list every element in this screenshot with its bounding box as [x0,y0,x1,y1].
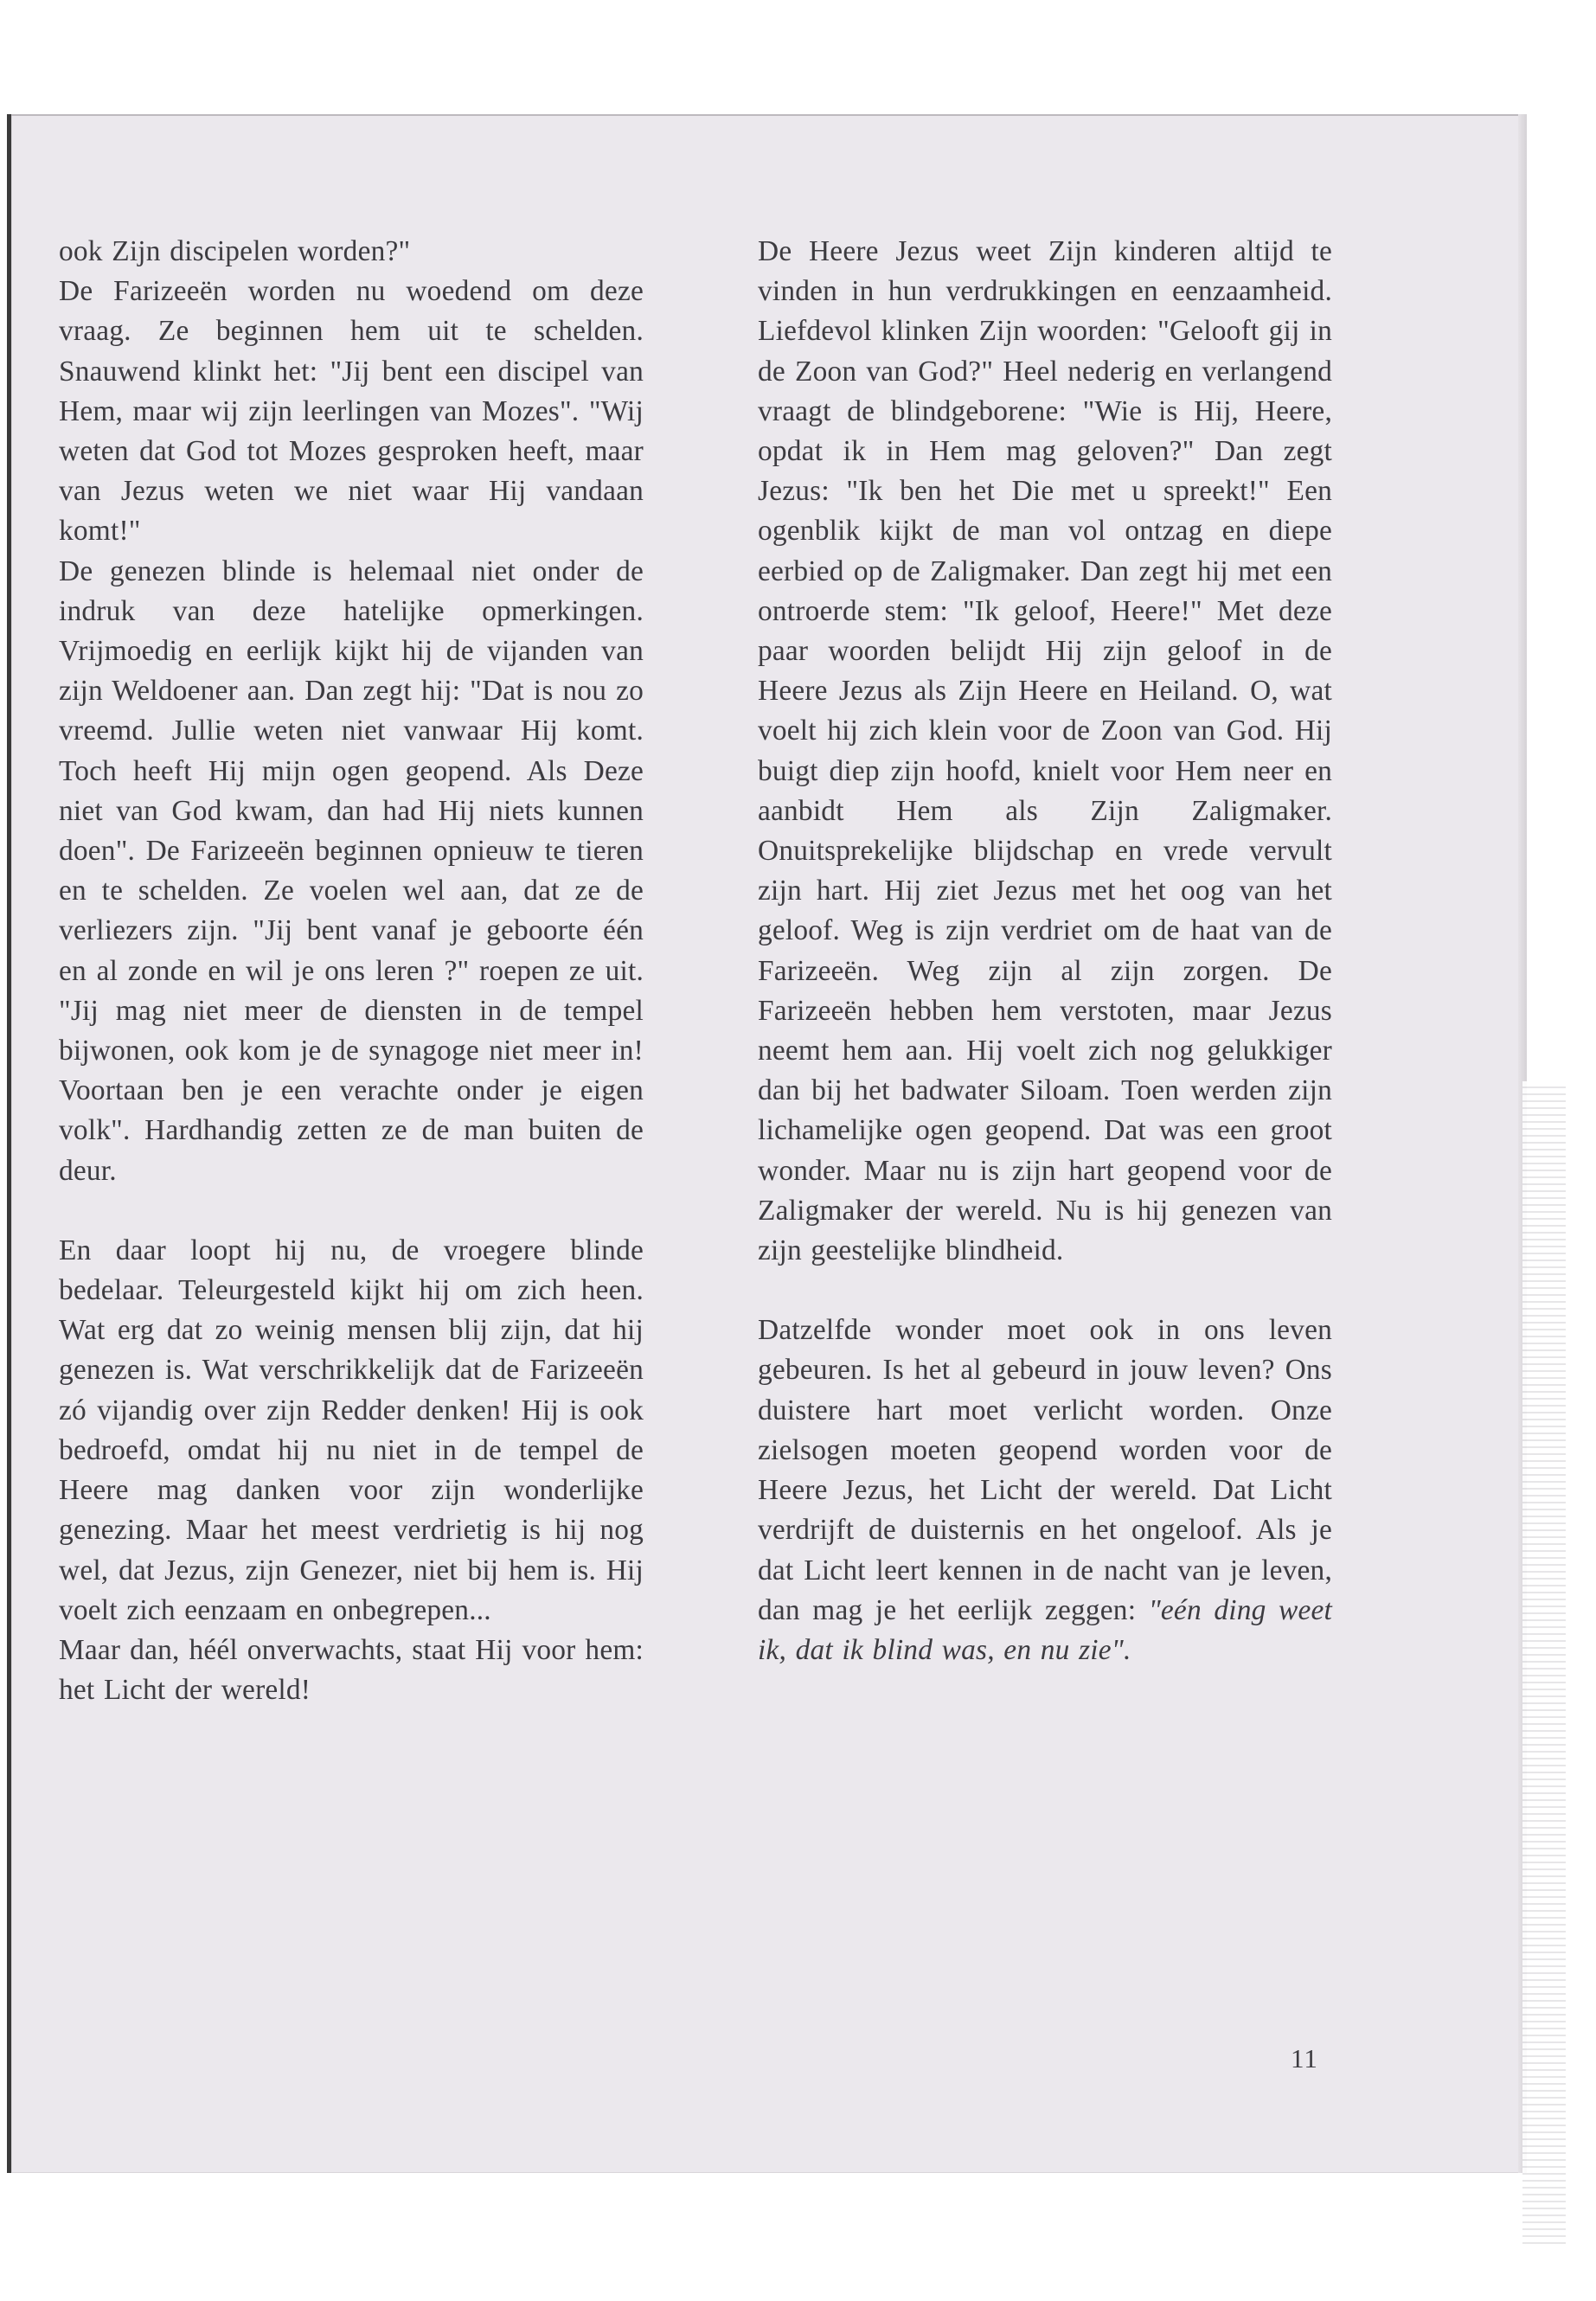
closing-paragraph [758,1311,1332,1670]
paragraph: De genezen blinde is helemaal niet onder de indruk van deze hatelijke opmerkingen. Vrijmoedig en eerlijk kijkt hij de vijanden van zijn Weldoener aan. Dan zegt hij: "Dat is nou zo vreemd. Jullie weten niet vanwaar Hij komt. Toch heeft Hij mijn ogen geopend. Als Deze niet van God kwam, dan had Hij niets kunnen doen". De Farizeeën beginnen opnieuw te tieren en te schelden. Ze voelen wel aan, dat ze de verliezers zijn. "Jij bent vanaf je geboorte één en al zonde en wil je ons leren ?" roepen ze uit. "Jij mag niet meer de diensten in de tempel bijwonen, ook kom je de synagoge niet meer in! Voortaan ben je een verachte onder je eigen volk". Hardhandig zetten ze de man buiten de deur. [59,554,644,1187]
scan-noise-strip [1522,1081,1566,2249]
page-number: 11 [1291,2043,1318,2073]
paragraph: ook Zijn discipelen worden?" [59,235,411,267]
paragraph: Maar dan, héél onverwachts, staat Hij voor hem: het Licht der wereld! [59,1633,644,1707]
closing-text: Datzelfde wonder moet ook in ons leven gebeuren. Is het al gebeurd in jouw leven? Ons duistere hart moet verlicht worden. Onze zielsogen moeten geopend worden voor de Heere Jezus, het Licht der wereld. Dat Licht verdrijft de duisternis en het ongeloof. Als je dat Licht leert kennen in de nacht van je leven, dan mag je het eerlijk zeggen: [758,1314,1332,1626]
paragraph: En daar loopt hij nu, de vroegere blinde bedelaar. Teleurgesteld kijkt hij om zich heen. Wat erg dat zo weinig mensen blij zijn, dat hij genezen is. Wat verschrikkelijk dat de Farizeeën zó vijandig over zijn Redder denken! Hij is ook bedroefd, omdat hij nu niet in de tempel de Heere mag danken voor zijn wonderlijke genezing. Maar het meest verdrietig is hij nog wel, dat Jezus, zijn Genezer, niet bij hem is. Hij voelt zich eenzaam en onbegrepen... [59,1234,644,1626]
paragraph: De Farizeeën worden nu woedend om deze vraag. Ze beginnen hem uit te schelden. Snauwend klinkt het: "Jij bent een discipel van Hem, maar wij zijn leerlingen van Mozes". "Wij weten dat God tot Mozes gesproken heeft, maar van Jezus weten we niet waar Hij vandaan komt!" [59,275,644,548]
right-text-column [758,232,1332,1670]
left-text-column [59,232,644,1710]
closing-quote: "eén ding weet ik, dat ik blind was, en nu zie". [758,1593,1332,1666]
page-top-edge [11,114,1527,116]
paragraph: De Heere Jezus weet Zijn kinderen altijd te vinden in hun verdrukkingen en eenzaamheid. Liefdevol klinken Zijn woorden: "Gelooft gij in de Zoon van God?" Heel nederig en verlangend vraagt de blindgeborene: "Wie is Hij, Heere, opdat ik in Hem mag geloven?" Dan zegt Jezus: "Ik ben het Die met u spreekt!" Een ogenblik kijkt de man vol ontzag en diepe eerbied op de Zaligmaker. Dan zegt hij met een ontroerde stem: "Ik geloof, Heere!" Met deze paar woorden belijdt Hij zijn geloof in de Heere Jezus als Zijn Heere en Heiland. O, wat voelt hij zich klein voor de Zoon van God. Hij buigt diep zijn hoofd, knielt voor Hem neer en aanbidt Hem als Zijn Zaligmaker. Onuitsprekelijke blijdschap en vrede vervult zijn hart. Hij ziet Jezus met het oog van het geloof. Weg is zijn verdriet om de haat van de Farizeeën. Weg zijn al zijn zorgen. De Farizeeën hebben hem verstoten, maar Jezus neemt hem aan. Hij voelt zich nog gelukkiger dan bij het badwater Siloam. Toen werden zijn lichamelijke ogen geopend. Dat was een groot wonder. Maar nu is zijn hart geopend voor de Zaligmaker der wereld. Nu is hij genezen van zijn geestelijke blindheid. [758,235,1332,1267]
